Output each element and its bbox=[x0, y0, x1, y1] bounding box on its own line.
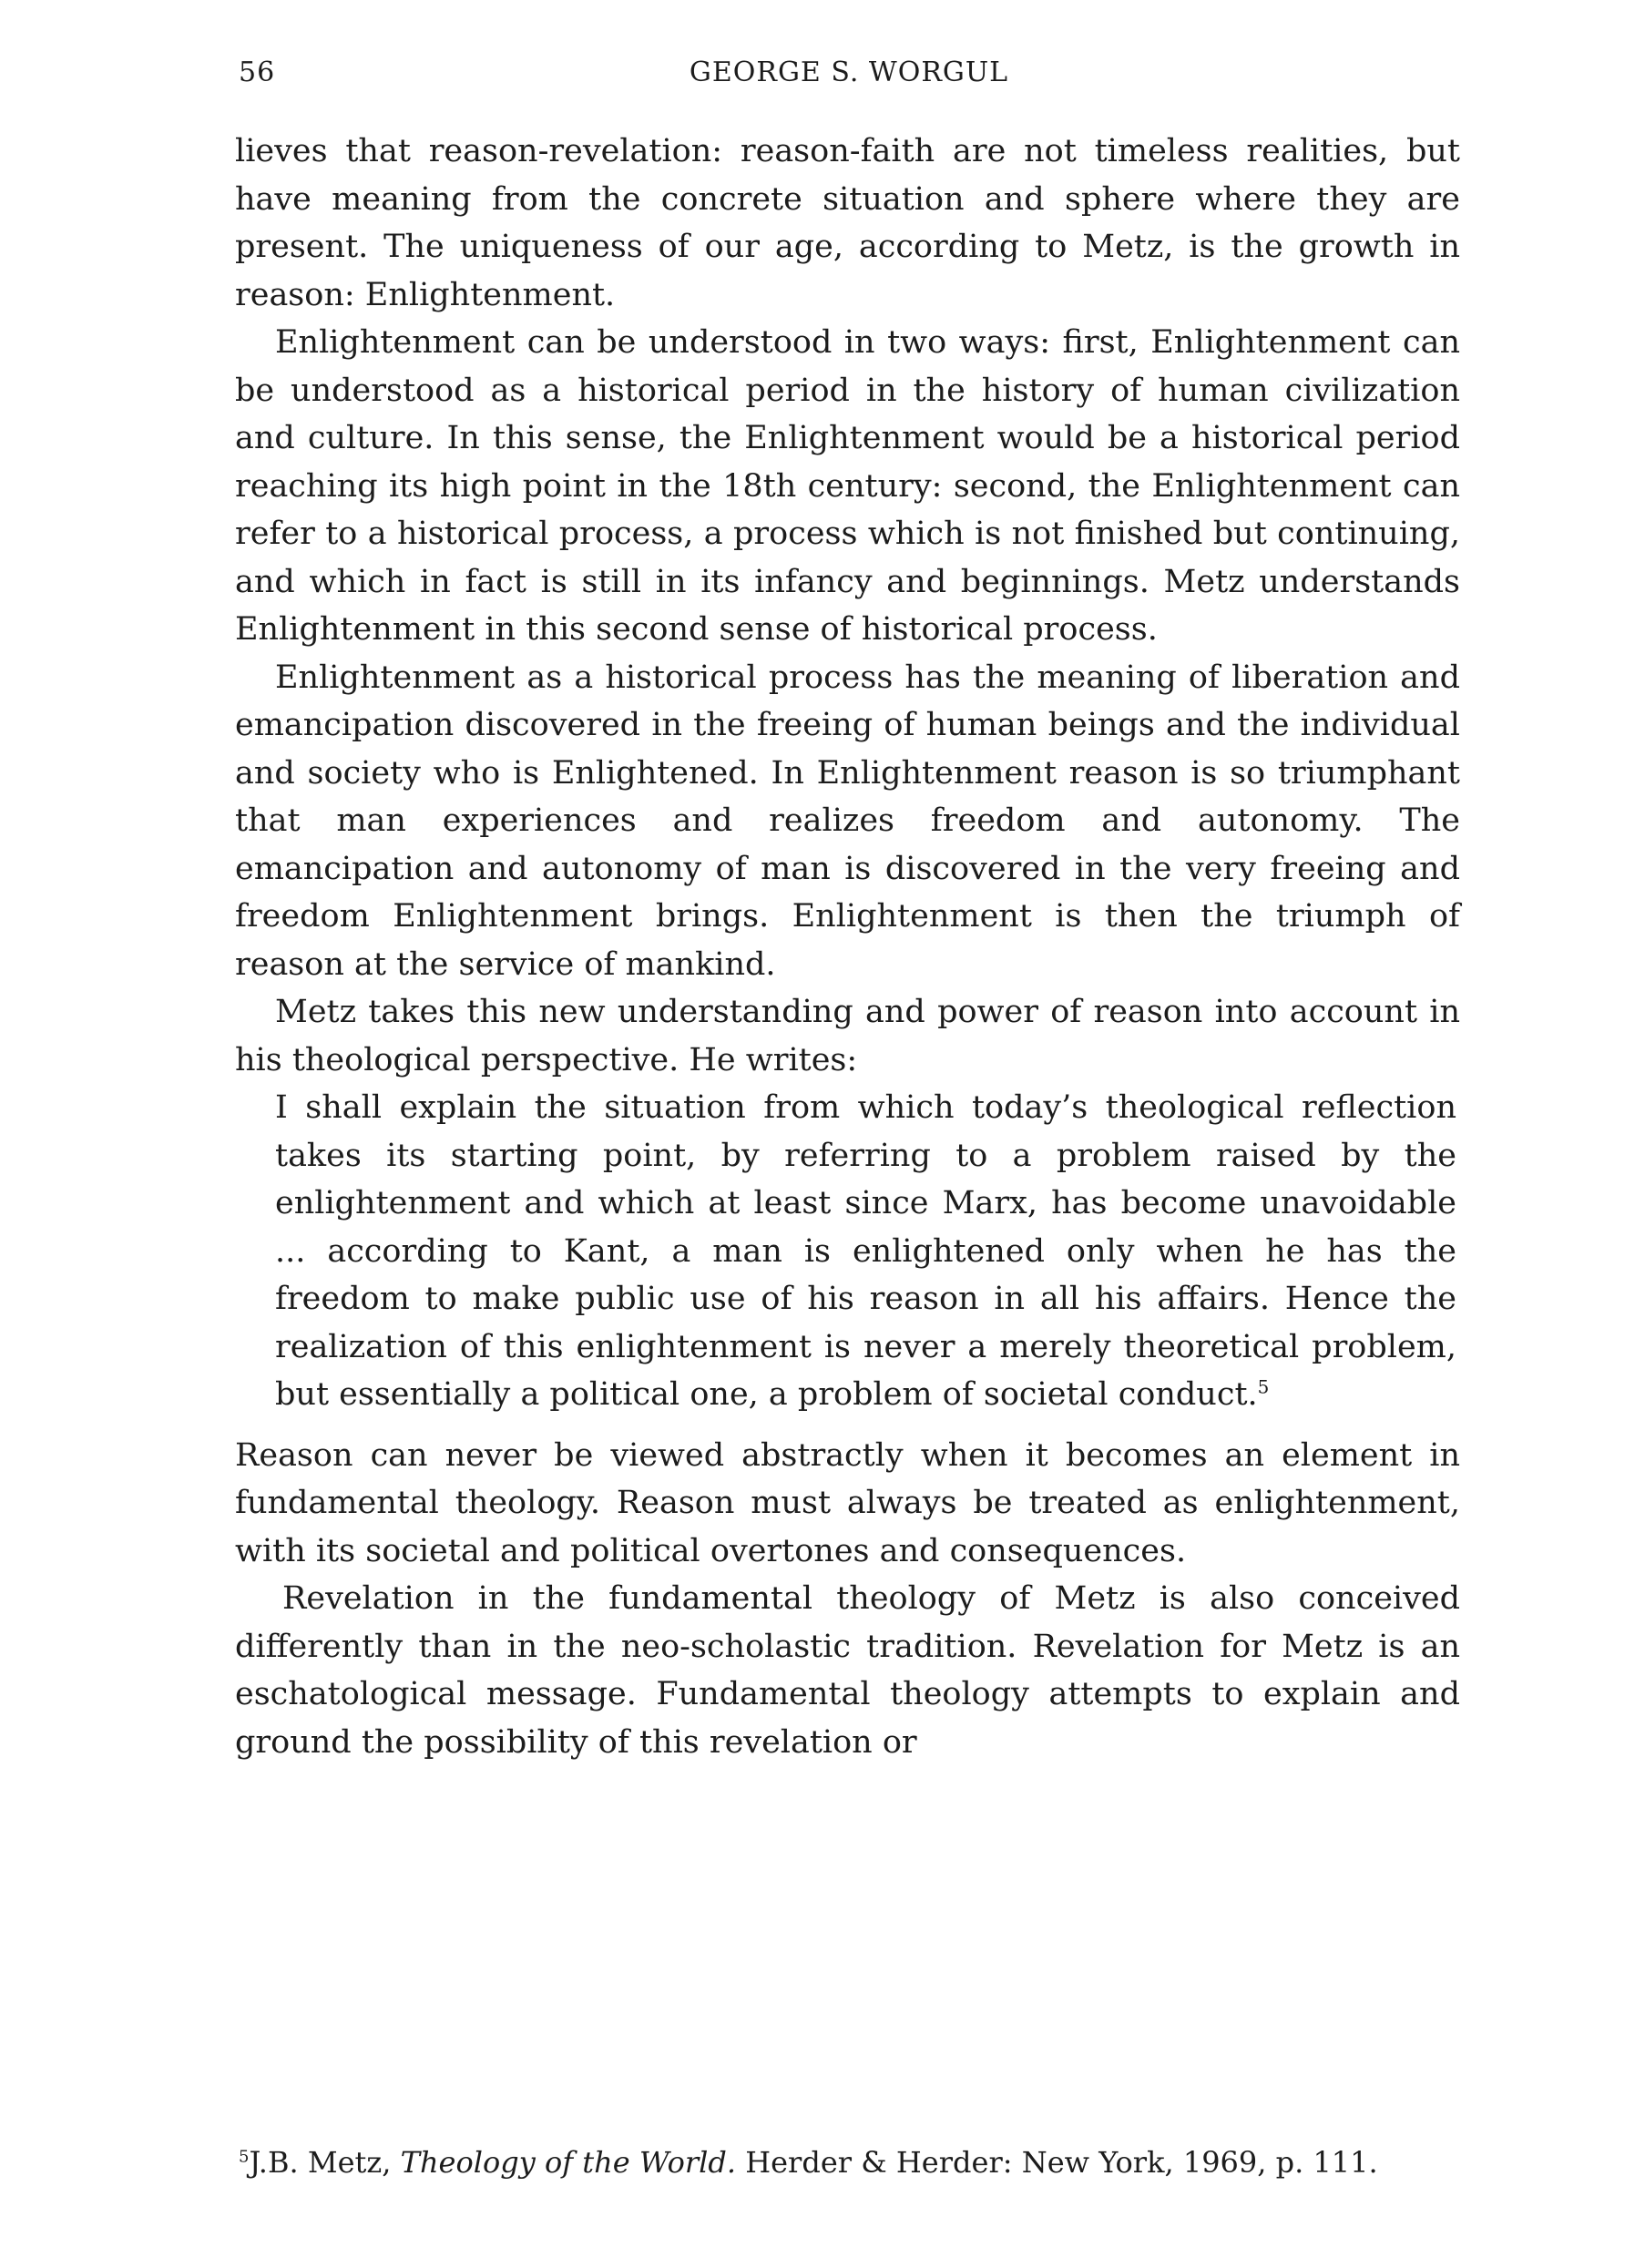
block-quote bbox=[275, 1084, 1456, 1419]
footnote bbox=[239, 2140, 1459, 2184]
paragraph-metz-writes: Metz takes this new understanding and power of reason into account in his theological perspective. He writes: bbox=[235, 994, 1460, 1078]
page-header bbox=[239, 56, 1459, 111]
footnote-reference[interactable]: 5 bbox=[1257, 1375, 1270, 1398]
page-number: 56 bbox=[239, 56, 276, 88]
body-text bbox=[235, 128, 1460, 1766]
footnote-title: Theology of the World. bbox=[400, 2145, 737, 2180]
footnote-marker: 5 bbox=[239, 2147, 250, 2167]
footnote-author: J.B. Metz, bbox=[249, 2145, 392, 2180]
block-quote-text: I shall explain the situation from which today’s theological reflection takes its starting point, by referring to a problem raised by the enlightenment and which at least since Marx, has become unavoidable ... according to Kant, a man is enlightened only when he has the freedom to make public use of his reason in all his affairs. Hence the realization of this enlightenment is never a merely theoretical problem, but essentially a political one, a problem of societal conduct. bbox=[275, 1089, 1456, 1413]
paragraph-reason-abstractly: Reason can never be viewed abstractly when it becomes an element in fundamental theology. Reason must always be treated as enlightenment, with its societal and political overtones and consequences. bbox=[235, 1436, 1460, 1569]
paragraph-historical-process: Enlightenment as a historical process has the meaning of liberation and emancipation discovered in the freeing of human beings and the individual and society who is Enlightened. In Enlightenment reason is so triumphant that man experiences and realizes freedom and autonomy. The emancipation and autonomy of man is discovered in the very freeing and freedom Enlightenment brings. Enlightenment is then the triumph of reason at the service of mankind. bbox=[235, 659, 1460, 983]
running-head: GEORGE S. WORGUL bbox=[689, 56, 1009, 88]
footnote-publisher: Herder & Herder: New York, 1969, p. 111. bbox=[745, 2145, 1378, 2180]
paragraph-enlightenment-two-ways: Enlightenment can be understood in two ways: first, Enlightenment can be understood as a historical period in the history of human civilization and culture. In this sense, the Enlightenment would be a historical period reaching its high point in the 18th century: second, the Enlightenment can refer to a historical process, a process which is not finished but continuing, and which in fact is still in its infancy and beginnings. Metz understands Enlightenment in this second sense of historical process. bbox=[235, 324, 1460, 648]
paragraph-continuation: lieves that reason-revelation: reason-faith are not timeless realities, but have meaning from the concrete situation and sphere where they are present. The uniqueness of our age, according to Metz, is the growth in reason: Enlightenment. bbox=[235, 133, 1460, 313]
paragraph-revelation: Revelation in the fundamental theology of Metz is also conceived differently than in the neo-scholastic tradition. Revelation for Metz is an eschatological message. Fundamental theology attempts to explain and ground the possibility of this revelation or bbox=[235, 1580, 1460, 1761]
